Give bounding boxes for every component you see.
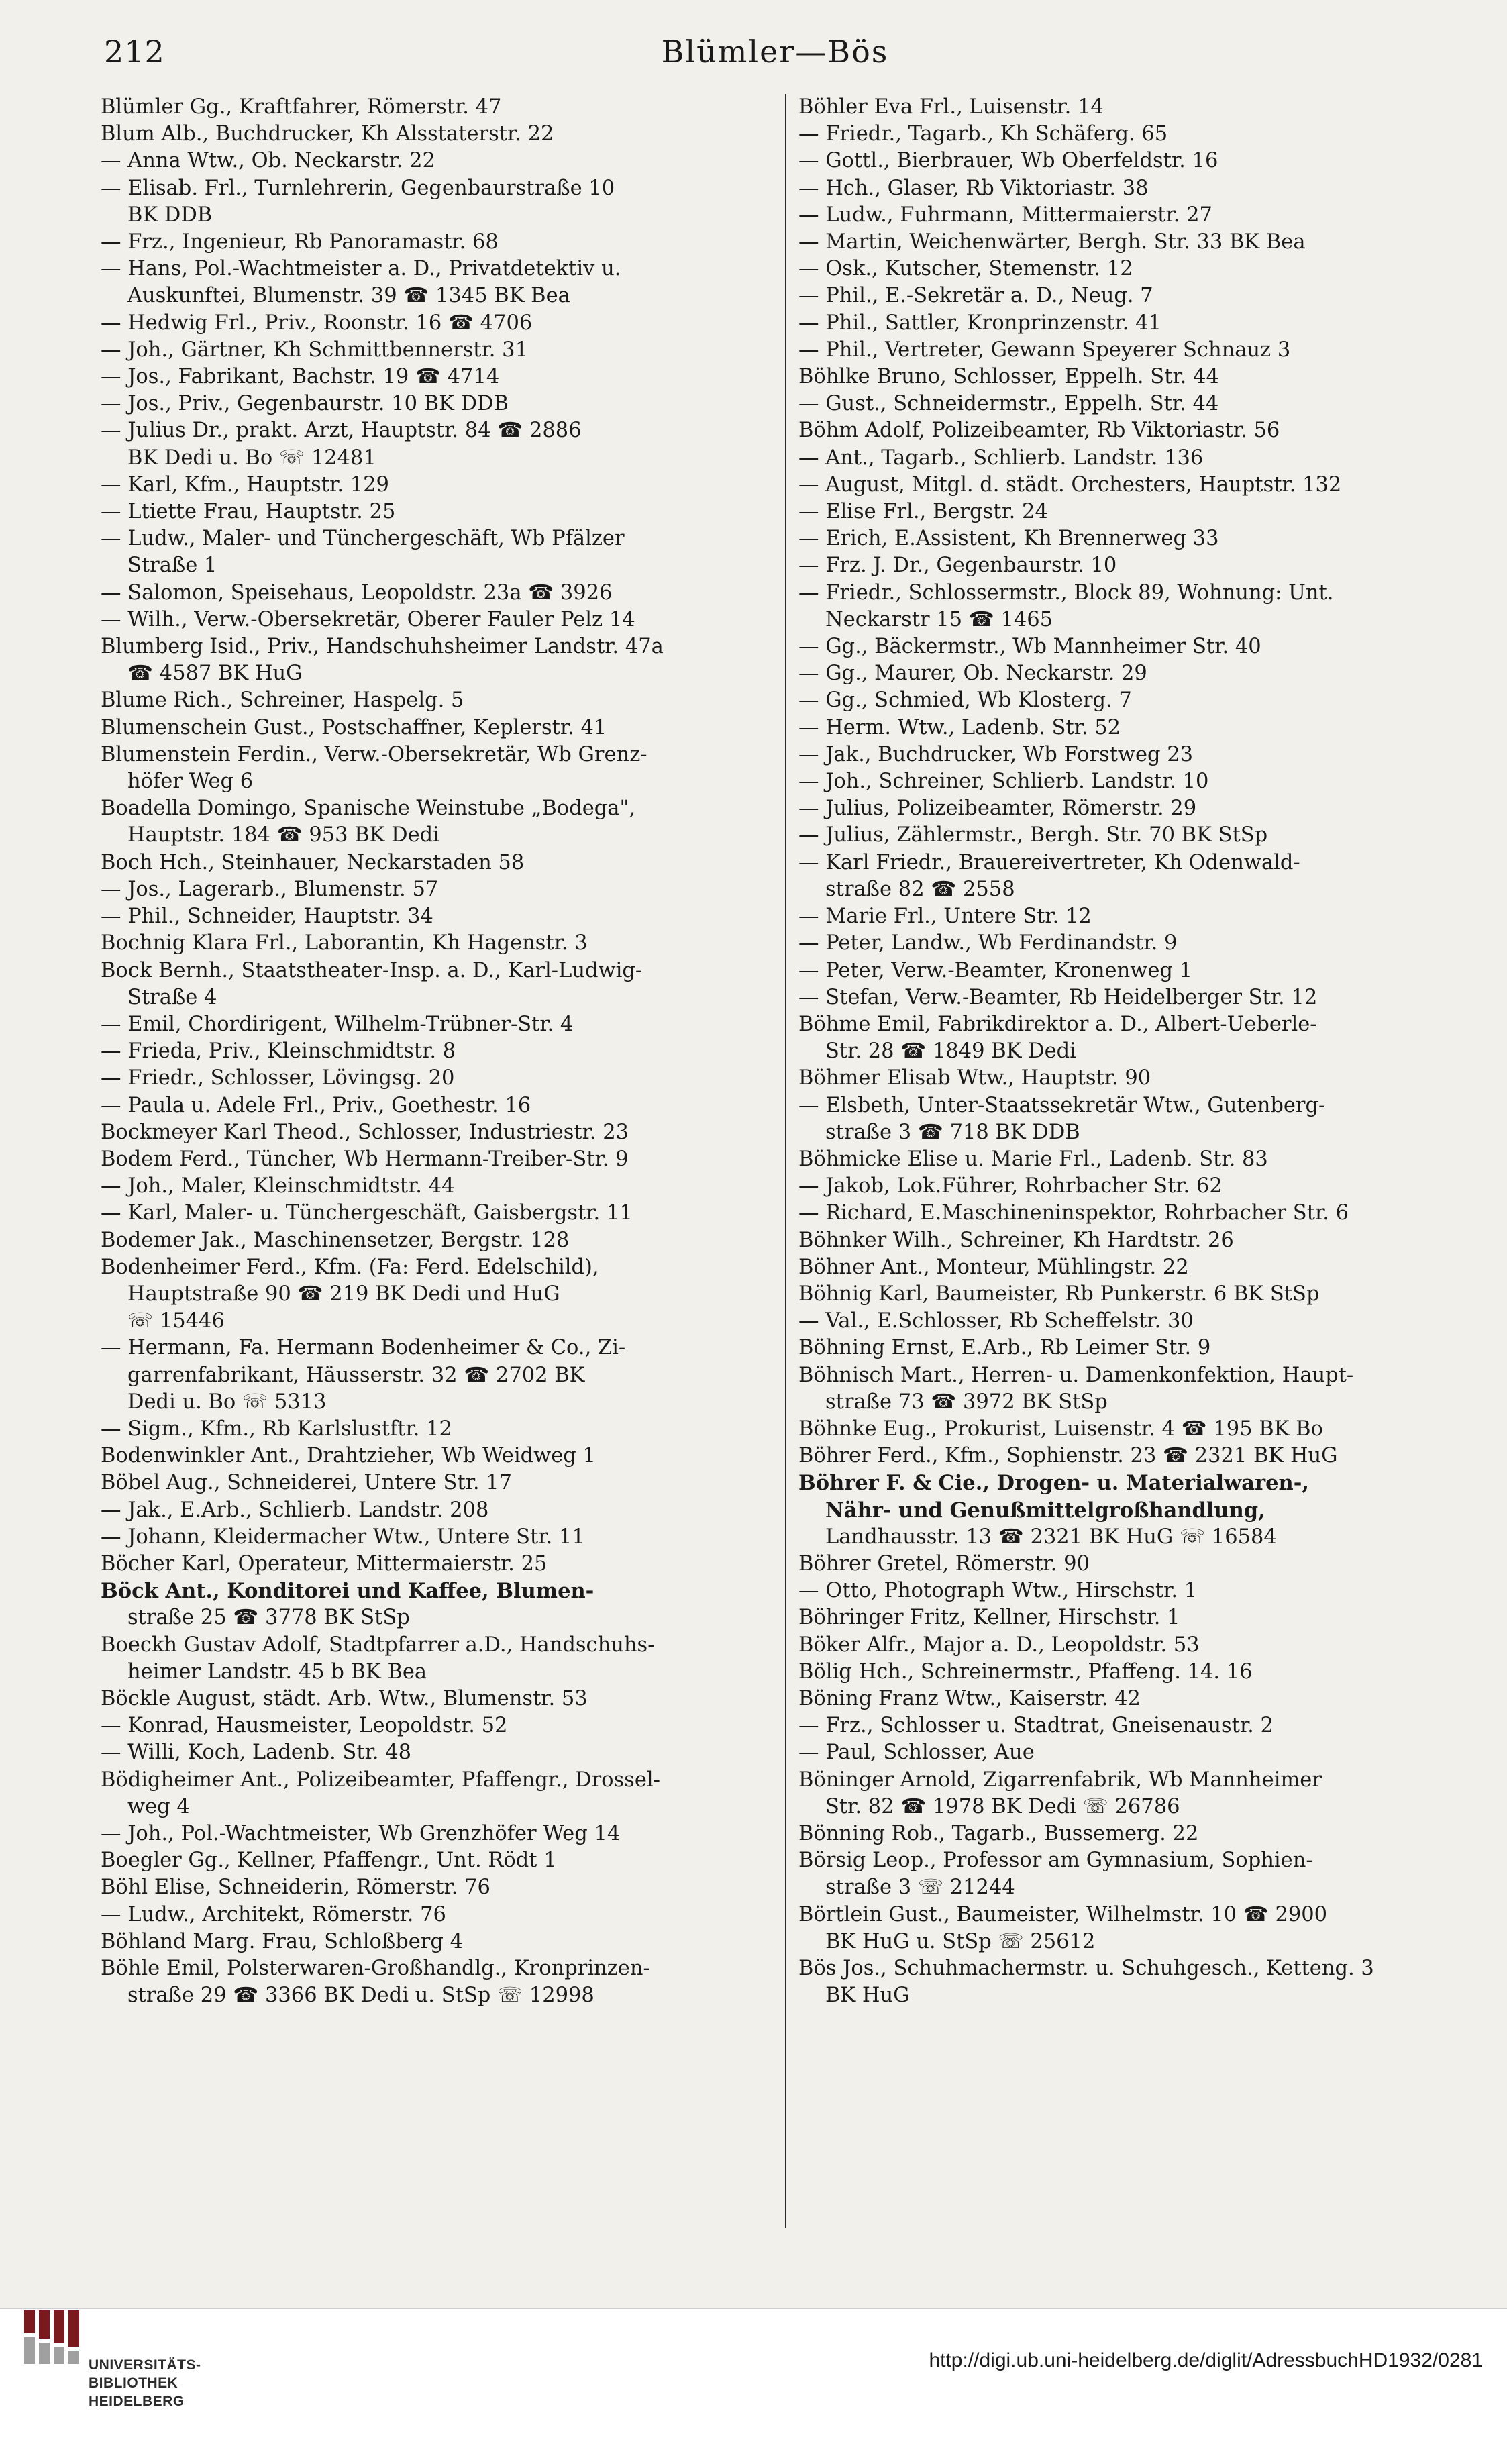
directory-entry: Böhlke Bruno, Schlosser, Eppelh. Str. 44	[798, 365, 1219, 389]
directory-entry: BK Dedi u. Bo ☏ 12481	[127, 446, 376, 470]
directory-entry: Bodemer Jak., Maschinensetzer, Bergstr. 128	[101, 1228, 570, 1252]
directory-entry: Boegler Gg., Kellner, Pfaffengr., Unt. Rödt 1	[101, 1849, 557, 1873]
directory-entry: — Jak., E.Arb., Schlierb. Landstr. 208	[101, 1498, 489, 1522]
directory-entry: — Julius, Zählermstr., Bergh. Str. 70 BK StSp	[798, 823, 1268, 848]
directory-entry: — Val., E.Schlosser, Rb Scheffelstr. 30	[798, 1309, 1194, 1333]
directory-entry: — Anna Wtw., Ob. Neckarstr. 22	[101, 149, 435, 173]
directory-entry: — Ant., Tagarb., Schlierb. Landstr. 136	[798, 446, 1204, 470]
directory-entry: — Jakob, Lok.Führer, Rohrbacher Str. 62	[798, 1174, 1223, 1198]
directory-entry: — Emil, Chordirigent, Wilhelm-Trübner-Str. 4	[101, 1012, 574, 1036]
directory-entry: straße 73 ☎ 3972 BK StSp	[825, 1390, 1108, 1414]
directory-entry: Auskunftei, Blumenstr. 39 ☎ 1345 BK Bea	[127, 284, 570, 308]
right-column	[798, 94, 1463, 2009]
directory-entry: Böning Franz Wtw., Kaiserstr. 42	[798, 1686, 1141, 1710]
directory-entry: Böhm Adolf, Polizeibeamter, Rb Viktoriastr. 56	[798, 419, 1280, 443]
running-head: Blümler—Bös	[661, 34, 889, 70]
directory-entry: — Hch., Glaser, Rb Viktoriastr. 38	[798, 176, 1149, 200]
directory-entry: Straße 4	[127, 985, 217, 1009]
directory-entry: — Hedwig Frl., Priv., Roonstr. 16 ☎ 4706	[101, 311, 533, 335]
directory-entry: — Peter, Landw., Wb Ferdinandstr. 9	[798, 931, 1178, 956]
library-name-line: UNIVERSITÄTS-	[89, 2357, 201, 2373]
directory-entry: Böhnker Wilh., Schreiner, Kh Hardtstr. 26	[798, 1228, 1234, 1252]
directory-entry: weg 4	[127, 1794, 190, 1818]
directory-entry: — Karl, Maler- u. Tünchergeschäft, Gaisbergstr. 11	[101, 1201, 633, 1225]
page-header	[94, 34, 1456, 81]
directory-entry: BK HuG u. StSp ☏ 25612	[825, 1929, 1096, 1953]
directory-entry: — Johann, Kleidermacher Wtw., Untere Str. 11	[101, 1525, 585, 1549]
directory-entry: Boadella Domingo, Spanische Weinstube „Bodega",	[101, 797, 636, 821]
directory-entry: Hauptstraße 90 ☎ 219 BK Dedi und HuG	[127, 1282, 560, 1306]
directory-entry: — Paul, Schlosser, Aue	[798, 1741, 1035, 1765]
directory-entry: — Wilh., Verw.-Obersekretär, Oberer Fauler Pelz 14	[101, 607, 635, 631]
directory-entry: ☎ 4587 BK HuG	[127, 662, 303, 686]
directory-entry: — Marie Frl., Untere Str. 12	[798, 905, 1092, 929]
directory-entry: — Jos., Fabrikant, Bachstr. 19 ☎ 4714	[101, 365, 500, 389]
directory-entry: Böhrer F. & Cie., Drogen- u. Materialwaren-,	[798, 1471, 1309, 1496]
directory-entry: — Phil., E.-Sekretär a. D., Neug. 7	[798, 284, 1153, 308]
directory-entry: Bönning Rob., Tagarb., Bussemerg. 22	[798, 1822, 1199, 1845]
directory-entry: höfer Weg 6	[127, 770, 254, 794]
directory-entry: — Elisab. Frl., Turnlehrerin, Gegenbaurstraße 10	[101, 176, 615, 200]
directory-entry: — Gottl., Bierbrauer, Wb Oberfeldstr. 16	[798, 149, 1218, 173]
directory-entry: ☏ 15446	[127, 1309, 225, 1333]
directory-entry: — Martin, Weichenwärter, Bergh. Str. 33 BK Bea	[798, 230, 1306, 254]
directory-entry: heimer Landstr. 45 b BK Bea	[127, 1659, 427, 1684]
directory-entry: — Joh., Maler, Kleinschmidtstr. 44	[101, 1174, 455, 1198]
directory-entry: — Hermann, Fa. Hermann Bodenheimer & Co., Zi-	[101, 1336, 626, 1360]
directory-entry: — August, Mitgl. d. städt. Orchesters, Hauptstr. 132	[798, 472, 1342, 497]
directory-entry: Böhnisch Mart., Herren- u. Damenkonfektion, Haupt-	[798, 1363, 1354, 1387]
directory-entry: — Phil., Sattler, Kronprinzenstr. 41	[798, 311, 1161, 335]
directory-entry: — Jos., Lagerarb., Blumenstr. 57	[101, 877, 439, 901]
directory-entry: — Salomon, Speisehaus, Leopoldstr. 23a ☎ 3926	[101, 580, 613, 605]
directory-entry: Bock Bernh., Staatstheater-Insp. a. D., Karl-Ludwig-	[101, 958, 643, 982]
directory-entry: Bödigheimer Ant., Polizeibeamter, Pfaffengr., Drossel-	[101, 1767, 660, 1792]
directory-entry: Dedi u. Bo ☏ 5313	[127, 1390, 327, 1414]
directory-entry: straße 25 ☎ 3778 BK StSp	[127, 1606, 410, 1630]
directory-entry: Böhme Emil, Fabrikdirektor a. D., Albert-Ueberle-	[798, 1012, 1317, 1036]
directory-entry: Bockmeyer Karl Theod., Schlosser, Industriestr. 23	[101, 1120, 629, 1144]
directory-entry: straße 3 ☏ 21244	[825, 1876, 1015, 1900]
library-name	[89, 2356, 201, 2410]
directory-entry: — Herm. Wtw., Ladenb. Str. 52	[798, 715, 1121, 739]
source-url-link[interactable]: http://digi.ub.uni-heidelberg.de/diglit/AdressbuchHD1932/0281	[929, 2349, 1483, 2371]
directory-entry: Straße 1	[127, 554, 217, 578]
directory-entry: Neckarstr 15 ☎ 1465	[825, 607, 1053, 631]
directory-entry: — Gust., Schneidermstr., Eppelh. Str. 44	[798, 392, 1219, 416]
directory-entry: — Stefan, Verw.-Beamter, Rb Heidelberger Str. 12	[798, 985, 1318, 1009]
directory-entry: — Paula u. Adele Frl., Priv., Goethestr. 16	[101, 1093, 531, 1117]
directory-entry: — Friedr., Tagarb., Kh Schäferg. 65	[798, 122, 1168, 146]
directory-entry: Nähr- und Genußmittelgroßhandlung,	[825, 1498, 1265, 1523]
directory-entry: Landhausstr. 13 ☎ 2321 BK HuG ☏ 16584	[825, 1525, 1277, 1549]
directory-entry: Hauptstr. 184 ☎ 953 BK Dedi	[127, 823, 439, 848]
directory-entry: — Frieda, Priv., Kleinschmidtstr. 8	[101, 1039, 456, 1064]
directory-entry: — Richard, E.Maschineninspektor, Rohrbacher Str. 6	[798, 1201, 1349, 1225]
column-divider	[785, 94, 786, 2228]
directory-entry: Böninger Arnold, Zigarrenfabrik, Wb Mannheimer	[798, 1767, 1322, 1792]
directory-entry: Blum Alb., Buchdrucker, Kh Alsstaterstr. 22	[101, 122, 554, 146]
directory-entry: Blümler Gg., Kraftfahrer, Römerstr. 47	[101, 95, 502, 119]
directory-entry: — Gg., Bäckermstr., Wb Mannheimer Str. 40	[798, 635, 1261, 659]
directory-entry: Bodem Ferd., Tüncher, Wb Hermann-Treiber-Str. 9	[101, 1147, 629, 1171]
directory-entry: BK HuG	[825, 1984, 910, 2008]
directory-entry: Bölig Hch., Schreinermstr., Pfaffeng. 14. 16	[798, 1659, 1253, 1684]
directory-entry: — Erich, E.Assistent, Kh Brennerweg 33	[798, 527, 1219, 551]
left-column	[101, 94, 765, 2009]
directory-entry: Böhnig Karl, Baumeister, Rb Punkerstr. 6 BK StSp	[798, 1282, 1320, 1306]
directory-entry: Böhl Elise, Schneiderin, Römerstr. 76	[101, 1876, 490, 1900]
directory-entry: straße 82 ☎ 2558	[825, 877, 1015, 901]
directory-entry: Blumberg Isid., Priv., Handschuhsheimer Landstr. 47a	[101, 635, 664, 659]
directory-entry: — Julius Dr., prakt. Arzt, Hauptstr. 84 ☎ 2886	[101, 419, 582, 443]
directory-entry: Böhnke Eug., Prokurist, Luisenstr. 4 ☎ 195 BK Bo	[798, 1417, 1323, 1441]
directory-entry: Böhning Ernst, E.Arb., Rb Leimer Str. 9	[798, 1336, 1211, 1360]
directory-entry: Böhner Ant., Monteur, Mühlingstr. 22	[798, 1255, 1189, 1279]
library-name-line: BIBLIOTHEK	[89, 2375, 178, 2391]
library-name-line: HEIDELBERG	[89, 2394, 185, 2409]
directory-entry: Boch Hch., Steinhauer, Neckarstaden 58	[101, 850, 525, 874]
directory-entry: — Joh., Schreiner, Schlierb. Landstr. 10	[798, 770, 1209, 794]
directory-entry: Böckle August, städt. Arb. Wtw., Blumenstr. 53	[101, 1686, 588, 1710]
directory-entry: Böcher Karl, Operateur, Mittermaierstr. 25	[101, 1551, 548, 1576]
directory-entry: — Peter, Verw.-Beamter, Kronenweg 1	[798, 958, 1193, 982]
directory-entry: — Willi, Koch, Ladenb. Str. 48	[101, 1741, 412, 1765]
directory-entry: — Jos., Priv., Gegenbaurstr. 10 BK DDB	[101, 392, 509, 416]
directory-entry: Böhmicke Elise u. Marie Frl., Ladenb. Str. 83	[798, 1147, 1268, 1171]
directory-entry: — Joh., Pol.-Wachtmeister, Wb Grenzhöfer Weg 14	[101, 1822, 621, 1845]
directory-entry: — Hans, Pol.-Wachtmeister a. D., Privatdetektiv u.	[101, 257, 621, 281]
directory-entry: — Frz., Ingenieur, Rb Panoramastr. 68	[101, 230, 499, 254]
directory-entry: Bodenwinkler Ant., Drahtzieher, Wb Weidweg 1	[101, 1444, 596, 1468]
directory-entry: Bodenheimer Ferd., Kfm. (Fa: Ferd. Edelschild),	[101, 1255, 599, 1279]
directory-entry: Böker Alfr., Major a. D., Leopoldstr. 53	[798, 1633, 1200, 1657]
directory-entry: Str. 82 ☎ 1978 BK Dedi ☏ 26786	[825, 1794, 1180, 1818]
directory-entry: Bös Jos., Schuhmachermstr. u. Schuhgesch., Ketteng. 3	[798, 1957, 1374, 1981]
directory-entry: Boeckh Gustav Adolf, Stadtpfarrer a.D., Handschuhs-	[101, 1633, 655, 1657]
directory-entry: — Ludw., Architekt, Römerstr. 76	[101, 1902, 446, 1927]
directory-entry: straße 3 ☎ 718 BK DDB	[825, 1120, 1080, 1144]
directory-entry: — Elise Frl., Bergstr. 24	[798, 500, 1048, 524]
directory-entry: — Frz., Schlosser u. Stadtrat, Gneisenaustr. 2	[798, 1714, 1274, 1738]
directory-entry: Böhle Emil, Polsterwaren-Großhandlg., Kronprinzen-	[101, 1957, 650, 1981]
directory-entry: — Gg., Maurer, Ob. Neckarstr. 29	[798, 662, 1147, 686]
directory-entry: Börtlein Gust., Baumeister, Wilhelmstr. 10 ☎ 2900	[798, 1902, 1328, 1927]
directory-entry: Böck Ant., Konditorei und Kaffee, Blumen-	[101, 1579, 594, 1604]
directory-entry: garrenfabrikant, Häusserstr. 32 ☎ 2702 BK	[127, 1363, 585, 1387]
directory-entry: straße 29 ☎ 3366 BK Dedi u. StSp ☏ 12998	[127, 1984, 594, 2008]
directory-entry: — Frz. J. Dr., Gegenbaurstr. 10	[798, 554, 1117, 578]
directory-entry: — Friedr., Schlosser, Lövingsg. 20	[101, 1066, 455, 1090]
directory-entry: Böhrer Ferd., Kfm., Sophienstr. 23 ☎ 2321 BK HuG	[798, 1444, 1338, 1468]
directory-entry: — Phil., Schneider, Hauptstr. 34	[101, 905, 433, 929]
directory-entry: Böhler Eva Frl., Luisenstr. 14	[798, 95, 1104, 119]
directory-entry: — Otto, Photograph Wtw., Hirschstr. 1	[798, 1579, 1198, 1603]
directory-entry: — Konrad, Hausmeister, Leopoldstr. 52	[101, 1714, 508, 1738]
directory-entry: Blumenstein Ferdin., Verw.-Obersekretär, Wb Grenz-	[101, 742, 647, 766]
directory-entry: — Gg., Schmied, Wb Klosterg. 7	[798, 688, 1132, 713]
directory-entry: Böhland Marg. Frau, Schloßberg 4	[101, 1929, 463, 1953]
directory-entry: Blume Rich., Schreiner, Haspelg. 5	[101, 688, 464, 713]
directory-entry: — Sigm., Kfm., Rb Karlslustftr. 12	[101, 1417, 452, 1441]
directory-entry: — Phil., Vertreter, Gewann Speyerer Schnauz 3	[798, 338, 1291, 362]
directory-entry: Böhringer Fritz, Kellner, Hirschstr. 1	[798, 1606, 1180, 1630]
directory-entry: — Jak., Buchdrucker, Wb Forstweg 23	[798, 742, 1194, 766]
directory-entry: Böbel Aug., Schneiderei, Untere Str. 17	[101, 1471, 513, 1495]
directory-entry: — Ludw., Fuhrmann, Mittermaierstr. 27	[798, 203, 1212, 227]
directory-entry: — Osk., Kutscher, Stemenstr. 12	[798, 257, 1133, 281]
directory-entry: — Friedr., Schlossermstr., Block 89, Wohnung: Unt.	[798, 580, 1334, 605]
directory-entry: Bochnig Klara Frl., Laborantin, Kh Hagenstr. 3	[101, 931, 588, 956]
directory-entry: — Julius, Polizeibeamter, Römerstr. 29	[798, 797, 1197, 821]
directory-entry: Böhrer Gretel, Römerstr. 90	[798, 1551, 1090, 1576]
university-library-logo-icon	[19, 2310, 86, 2418]
directory-entry: — Ludw., Maler- und Tünchergeschäft, Wb Pfälzer	[101, 527, 625, 551]
footer	[0, 2308, 1507, 2464]
directory-entry: Str. 28 ☎ 1849 BK Dedi	[825, 1039, 1076, 1064]
directory-entry: — Karl, Kfm., Hauptstr. 129	[101, 472, 389, 497]
directory-entry: — Elsbeth, Unter-Staatssekretär Wtw., Gutenberg-	[798, 1093, 1326, 1117]
directory-entry: — Ltiette Frau, Hauptstr. 25	[101, 500, 396, 524]
directory-entry: Blumenschein Gust., Postschaffner, Keplerstr. 41	[101, 715, 607, 739]
directory-entry: Börsig Leop., Professor am Gymnasium, Sophien-	[798, 1849, 1313, 1873]
directory-entry: — Karl Friedr., Brauereivertreter, Kh Odenwald-	[798, 850, 1300, 874]
directory-entry: Böhmer Elisab Wtw., Hauptstr. 90	[798, 1066, 1151, 1090]
page-number: 212	[104, 34, 165, 70]
directory-entry: — Joh., Gärtner, Kh Schmittbennerstr. 31	[101, 338, 528, 362]
directory-entry: BK DDB	[127, 203, 213, 227]
